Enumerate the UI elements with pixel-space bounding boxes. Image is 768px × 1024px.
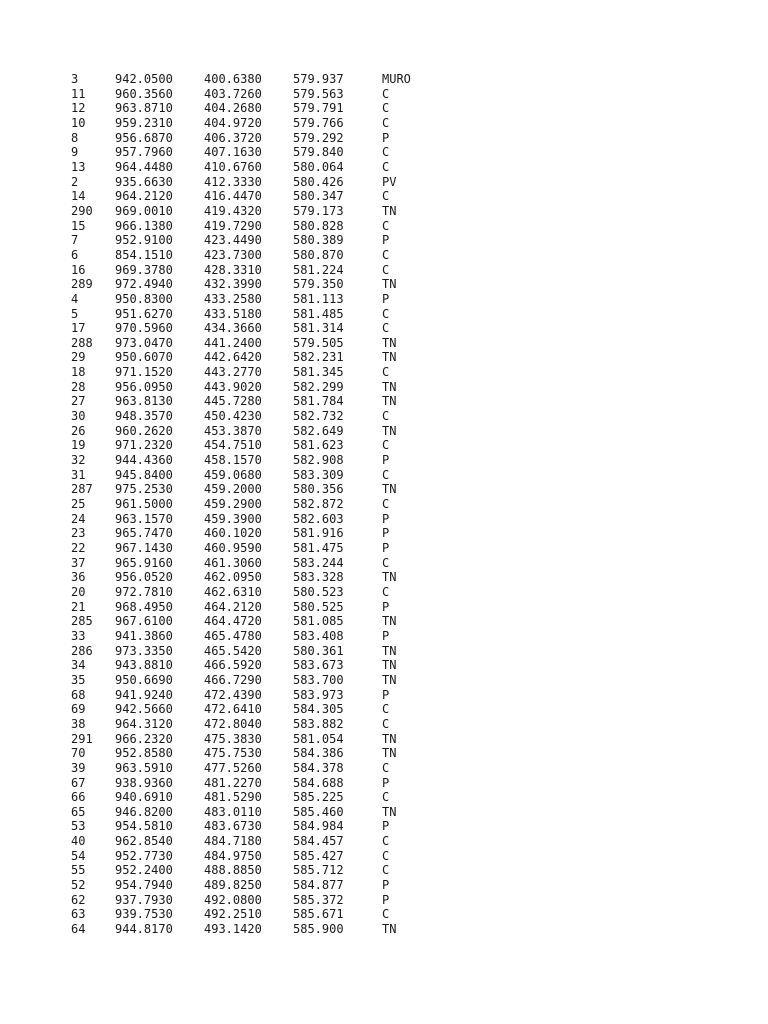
point-code-cell: C [382,907,390,922]
coord-x-cell: 939.7530 [115,907,173,922]
elevation-cell: 585.900 [293,922,344,937]
coord-x-cell: 954.5810 [115,819,173,834]
coord-y-cell: 492.0800 [204,892,262,907]
point-id-cell: 3 [71,72,79,86]
elevation-cell: 583.309 [293,467,344,482]
elevation-cell: 584.457 [293,834,344,849]
point-id-cell: 291 [71,731,93,746]
point-id-cell: 5 [71,306,79,321]
coord-y-cell: 484.7180 [204,834,262,849]
elevation-cell: 580.389 [293,233,344,248]
coord-x-cell: 964.3120 [115,716,173,731]
point-code-cell: C [382,321,390,336]
coord-x-cell: 938.9360 [115,775,173,790]
elevation-cell: 580.361 [293,643,344,658]
coord-x-cell: 942.0500 [115,72,173,86]
point-id-cell: 36 [71,570,86,585]
point-code-cell: P [382,687,390,702]
coord-y-cell: 406.3720 [204,130,262,145]
point-code-cell: P [382,878,390,893]
coord-x-cell: 973.0470 [115,335,173,350]
elevation-cell: 580.426 [293,174,344,189]
elevation-cell: 585.671 [293,907,344,922]
point-id-cell: 14 [71,189,86,204]
coord-y-cell: 432.3990 [204,277,262,292]
point-code-cell: C [382,848,390,863]
coord-y-cell: 492.2510 [204,907,262,922]
coord-x-cell: 971.2320 [115,438,173,453]
coord-x-cell: 970.5960 [115,321,173,336]
coord-x-cell: 937.7930 [115,892,173,907]
elevation-cell: 583.700 [293,672,344,687]
point-id-cell: 35 [71,672,86,687]
elevation-cell: 580.347 [293,189,344,204]
coord-y-cell: 459.2000 [204,482,262,497]
elevation-cell: 580.064 [293,159,344,174]
coord-x-cell: 944.8170 [115,922,173,937]
point-code-cell: TN [382,423,397,438]
elevation-cell: 584.984 [293,819,344,834]
coord-x-cell: 964.4480 [115,159,173,174]
coord-y-cell: 443.9020 [204,379,262,394]
point-id-cell: 30 [71,409,86,424]
point-id-cell: 18 [71,365,86,380]
point-code-cell: C [382,115,390,130]
elevation-cell: 581.623 [293,438,344,453]
point-code-cell: P [382,892,390,907]
point-id-cell: 54 [71,848,86,863]
point-code-cell: P [382,511,390,526]
coord-y-cell: 407.1630 [204,145,262,160]
elevation-cell: 584.305 [293,702,344,717]
point-id-cell: 21 [71,599,86,614]
coord-x-cell: 959.2310 [115,115,173,130]
point-id-cell: 287 [71,482,93,497]
coord-x-cell: 944.4360 [115,453,173,468]
elevation-cell: 583.244 [293,555,344,570]
coord-x-cell: 967.1430 [115,541,173,555]
coord-y-cell: 443.2770 [204,365,262,380]
point-code-cell: P [382,453,390,468]
elevation-cell: 585.372 [293,892,344,907]
elevation-cell: 583.673 [293,658,344,673]
point-id-cell: 19 [71,438,86,453]
point-code-cell: P [382,775,390,790]
point-code-cell: PV [382,174,397,189]
coord-x-cell: 963.8710 [115,101,173,116]
point-code-cell: C [382,702,390,717]
elevation-cell: 579.173 [293,203,344,218]
point-code-cell: C [382,790,390,805]
point-code-cell: P [382,291,390,306]
coord-y-cell: 423.7300 [204,247,262,262]
point-code-cell: TN [382,350,397,365]
elevation-cell: 581.345 [293,365,344,380]
elevation-cell: 582.649 [293,423,344,438]
coord-y-cell: 461.3060 [204,555,262,570]
point-id-cell: 16 [71,262,86,277]
coord-x-cell: 952.9100 [115,233,173,248]
point-code-cell: TN [382,614,397,629]
coord-x-cell: 972.4940 [115,277,173,292]
coord-y-cell: 459.0680 [204,467,262,482]
coord-y-cell: 493.1420 [204,922,262,937]
coord-y-cell: 454.7510 [204,438,262,453]
point-id-cell: 64 [71,922,86,937]
point-id-cell: 10 [71,115,86,130]
elevation-cell: 580.870 [293,247,344,262]
coord-y-cell: 465.5420 [204,643,262,658]
point-id-cell: 288 [71,335,93,350]
point-id-cell: 26 [71,423,86,438]
coord-y-cell: 441.2400 [204,335,262,350]
coord-y-cell: 410.6760 [204,159,262,174]
point-id-cell: 38 [71,716,86,731]
point-id-cell: 31 [71,467,86,482]
point-code-cell: C [382,159,390,174]
coord-x-cell: 950.8300 [115,291,173,306]
elevation-cell: 581.314 [293,321,344,336]
coord-y-cell: 472.4390 [204,687,262,702]
point-id-cell: 40 [71,834,86,849]
point-code-cell: P [382,233,390,248]
point-id-cell: 32 [71,453,86,468]
elevation-cell: 583.882 [293,716,344,731]
point-code-cell: TN [382,570,397,585]
coord-x-cell: 956.0950 [115,379,173,394]
coord-x-cell: 965.9160 [115,555,173,570]
coord-y-cell: 419.7290 [204,218,262,233]
point-code-cell: C [382,834,390,849]
elevation-cell: 579.563 [293,86,344,101]
coord-y-cell: 464.2120 [204,599,262,614]
point-id-cell: 9 [71,145,79,160]
elevation-cell: 579.350 [293,277,344,292]
point-code-cell: TN [382,731,397,746]
coord-y-cell: 412.3330 [204,174,262,189]
point-code-cell: C [382,409,390,424]
point-code-cell: C [382,716,390,731]
point-id-cell: 6 [71,247,79,262]
coord-y-cell: 458.1570 [204,453,262,468]
coord-y-cell: 475.3830 [204,731,262,746]
coord-x-cell: 969.3780 [115,262,173,277]
point-code-cell: TN [382,658,397,673]
coord-y-cell: 450.4230 [204,409,262,424]
point-code-cell: C [382,365,390,380]
point-id-cell: 17 [71,321,86,336]
coord-y-cell: 466.5920 [204,658,262,673]
elevation-cell: 582.603 [293,511,344,526]
elevation-cell: 579.791 [293,101,344,116]
elevation-cell: 582.231 [293,350,344,365]
point-id-cell: 23 [71,526,86,541]
coord-y-cell: 466.7290 [204,672,262,687]
coord-y-cell: 416.4470 [204,189,262,204]
point-code-cell: C [382,306,390,321]
point-code-cell: C [382,101,390,116]
coord-y-cell: 465.4780 [204,628,262,643]
point-id-cell: 33 [71,628,86,643]
coord-y-cell: 489.8250 [204,878,262,893]
coord-y-cell: 453.3870 [204,423,262,438]
point-code-cell: TN [382,482,397,497]
coord-x-cell: 956.6870 [115,130,173,145]
point-id-cell: 55 [71,863,86,878]
elevation-cell: 579.292 [293,130,344,145]
coord-x-cell: 966.2320 [115,731,173,746]
point-id-cell: 2 [71,174,79,189]
elevation-cell: 579.840 [293,145,344,160]
point-code-cell: TN [382,746,397,761]
point-id-cell: 37 [71,555,86,570]
point-code-cell: C [382,262,390,277]
point-id-cell: 53 [71,819,86,834]
coord-y-cell: 462.0950 [204,570,262,585]
elevation-cell: 579.937 [293,72,344,86]
point-code-cell: TN [382,643,397,658]
coord-x-cell: 956.0520 [115,570,173,585]
point-id-cell: 289 [71,277,93,292]
coord-x-cell: 951.6270 [115,306,173,321]
coord-y-cell: 459.3900 [204,511,262,526]
elevation-cell: 582.732 [293,409,344,424]
elevation-cell: 585.460 [293,804,344,819]
point-code-cell: C [382,584,390,599]
elevation-cell: 579.505 [293,335,344,350]
point-id-cell: 20 [71,584,86,599]
coord-x-cell: 942.5660 [115,702,173,717]
coord-x-cell: 941.9240 [115,687,173,702]
elevation-cell: 581.113 [293,291,344,306]
point-id-cell: 15 [71,218,86,233]
coord-x-cell: 960.3560 [115,86,173,101]
coord-x-cell: 950.6070 [115,350,173,365]
point-code-cell: C [382,247,390,262]
coord-y-cell: 483.0110 [204,804,262,819]
coord-y-cell: 472.6410 [204,702,262,717]
coord-x-cell: 963.5910 [115,760,173,775]
coord-y-cell: 423.4490 [204,233,262,248]
point-id-cell: 285 [71,614,93,629]
coord-x-cell: 941.3860 [115,628,173,643]
coord-y-cell: 404.2680 [204,101,262,116]
coord-y-cell: 472.8040 [204,716,262,731]
coord-x-cell: 940.6910 [115,790,173,805]
point-code-cell: P [382,819,390,834]
elevation-cell: 583.408 [293,628,344,643]
coord-y-cell: 433.5180 [204,306,262,321]
elevation-cell: 580.356 [293,482,344,497]
coord-x-cell: 935.6630 [115,174,173,189]
elevation-cell: 583.973 [293,687,344,702]
point-code-cell: C [382,189,390,204]
point-code-cell: P [382,628,390,643]
coord-x-cell: 957.7960 [115,145,173,160]
coord-y-cell: 403.7260 [204,86,262,101]
elevation-cell: 585.225 [293,790,344,805]
elevation-cell: 580.828 [293,218,344,233]
point-code-cell: C [382,497,390,512]
coord-x-cell: 975.2530 [115,482,173,497]
point-code-cell: C [382,467,390,482]
coord-x-cell: 950.6690 [115,672,173,687]
point-code-cell: C [382,863,390,878]
coord-x-cell: 971.1520 [115,365,173,380]
elevation-cell: 581.475 [293,541,344,555]
elevation-cell: 583.328 [293,570,344,585]
point-code-cell: MURO [382,72,411,86]
coord-y-cell: 477.5260 [204,760,262,775]
point-code-cell: C [382,86,390,101]
point-code-cell: P [382,599,390,614]
elevation-cell: 581.054 [293,731,344,746]
elevation-cell: 582.872 [293,497,344,512]
point-id-cell: 67 [71,775,86,790]
coord-y-cell: 433.2580 [204,291,262,306]
elevation-cell: 580.525 [293,599,344,614]
point-code-cell: TN [382,394,397,409]
coord-y-cell: 442.6420 [204,350,262,365]
coord-x-cell: 945.8400 [115,467,173,482]
coord-x-cell: 961.5000 [115,497,173,512]
elevation-cell: 579.766 [293,115,344,130]
point-id-cell: 12 [71,101,86,116]
point-id-cell: 11 [71,86,86,101]
point-id-cell: 70 [71,746,86,761]
point-id-cell: 68 [71,687,86,702]
coord-x-cell: 854.1510 [115,247,173,262]
elevation-cell: 581.485 [293,306,344,321]
elevation-cell: 584.378 [293,760,344,775]
coord-x-cell: 960.2620 [115,423,173,438]
coord-x-cell: 964.2120 [115,189,173,204]
point-id-cell: 63 [71,907,86,922]
point-code-cell: C [382,218,390,233]
point-code-cell: C [382,145,390,160]
coord-y-cell: 419.4320 [204,203,262,218]
point-code-cell: P [382,130,390,145]
coord-x-cell: 972.7810 [115,584,173,599]
coord-x-cell: 952.7730 [115,848,173,863]
point-code-cell: TN [382,203,397,218]
coord-y-cell: 484.9750 [204,848,262,863]
elevation-cell: 585.427 [293,848,344,863]
point-code-cell: TN [382,277,397,292]
coord-x-cell: 968.4950 [115,599,173,614]
elevation-cell: 581.916 [293,526,344,541]
point-id-cell: 286 [71,643,93,658]
coord-x-cell: 967.6100 [115,614,173,629]
point-id-cell: 39 [71,760,86,775]
point-code-cell: TN [382,804,397,819]
coord-x-cell: 966.1380 [115,218,173,233]
coord-x-cell: 963.1570 [115,511,173,526]
point-id-cell: 290 [71,203,93,218]
point-code-cell: P [382,526,390,541]
coord-y-cell: 445.7280 [204,394,262,409]
coord-y-cell: 460.9590 [204,541,262,555]
coord-x-cell: 969.0010 [115,203,173,218]
coord-x-cell: 965.7470 [115,526,173,541]
point-code-cell: TN [382,672,397,687]
coord-y-cell: 459.2900 [204,497,262,512]
point-code-cell: TN [382,922,397,937]
coord-x-cell: 963.8130 [115,394,173,409]
elevation-cell: 581.085 [293,614,344,629]
elevation-cell: 582.299 [293,379,344,394]
coord-y-cell: 434.3660 [204,321,262,336]
coord-y-cell: 464.4720 [204,614,262,629]
coord-x-cell: 954.7940 [115,878,173,893]
point-id-cell: 24 [71,511,86,526]
point-id-cell: 69 [71,702,86,717]
elevation-cell: 584.877 [293,878,344,893]
elevation-cell: 581.224 [293,262,344,277]
coord-x-cell: 946.8200 [115,804,173,819]
coord-y-cell: 404.9720 [204,115,262,130]
elevation-cell: 580.523 [293,584,344,599]
point-id-cell: 7 [71,233,79,248]
point-id-cell: 4 [71,291,79,306]
coord-y-cell: 400.6380 [204,72,262,86]
coord-y-cell: 481.2270 [204,775,262,790]
elevation-cell: 582.908 [293,453,344,468]
coord-y-cell: 428.3310 [204,262,262,277]
point-id-cell: 62 [71,892,86,907]
point-id-cell: 29 [71,350,86,365]
point-id-cell: 13 [71,159,86,174]
elevation-cell: 585.712 [293,863,344,878]
point-id-cell: 22 [71,541,86,555]
coord-y-cell: 462.6310 [204,584,262,599]
point-id-cell: 65 [71,804,86,819]
coord-y-cell: 481.5290 [204,790,262,805]
point-id-cell: 27 [71,394,86,409]
coord-x-cell: 943.8810 [115,658,173,673]
point-code-cell: C [382,760,390,775]
point-id-cell: 34 [71,658,86,673]
coord-y-cell: 488.8850 [204,863,262,878]
coord-x-cell: 952.2400 [115,863,173,878]
point-code-cell: P [382,541,390,555]
point-id-cell: 66 [71,790,86,805]
point-id-cell: 52 [71,878,86,893]
elevation-cell: 584.688 [293,775,344,790]
coord-y-cell: 483.6730 [204,819,262,834]
coord-x-cell: 962.8540 [115,834,173,849]
point-code-cell: C [382,555,390,570]
elevation-cell: 581.784 [293,394,344,409]
coord-x-cell: 948.3570 [115,409,173,424]
coord-y-cell: 475.7530 [204,746,262,761]
coord-x-cell: 973.3350 [115,643,173,658]
point-code-cell: C [382,438,390,453]
coord-x-cell: 952.8580 [115,746,173,761]
point-id-cell: 25 [71,497,86,512]
point-id-cell: 28 [71,379,86,394]
point-code-cell: TN [382,379,397,394]
point-id-cell: 8 [71,130,79,145]
elevation-cell: 584.386 [293,746,344,761]
coord-y-cell: 460.1020 [204,526,262,541]
point-code-cell: TN [382,335,397,350]
